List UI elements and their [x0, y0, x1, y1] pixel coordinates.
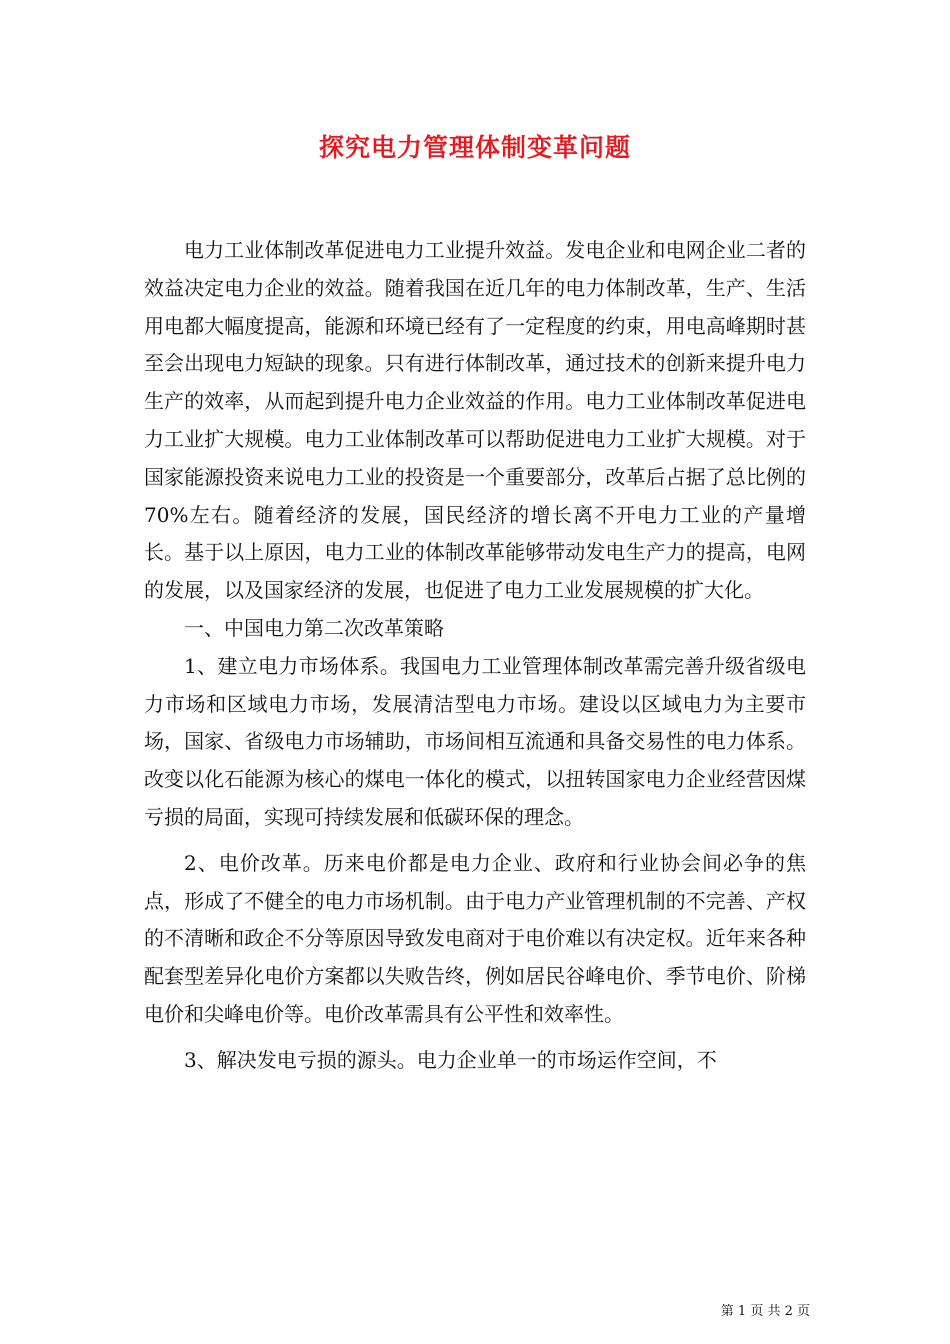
section-heading: 一、中国电力第二次改革策略: [184, 615, 444, 640]
paragraph-item-3: 3、解决发电亏损的源头。电力企业单一的市场运作空间，不: [184, 1047, 717, 1072]
paragraph-item-1: 1、建立电力市场体系。我国电力工业管理体制改革需完善升级省级电力市场和区域电力市场，发展清洁型电力市场。建设以区域电力为主要市场，国家、省级电力市场辅助，市场间相互流通和具备交易性的电力体系。改变以化石能源为核心的煤电一体化的模式，以扭转国家电力企业经营因煤亏损的局面，实现可持续发展和低碳环保的理念。: [144, 653, 806, 829]
paragraph-intro: 电力工业体制改革促进电力工业提升效益。发电企业和电网企业二者的效益决定电力企业的效益。随着我国在近几年的电力体制改革，生产、生活用电都大幅度提高，能源和环境已经有了一定程度的约束，用电高峰期时甚至会出现电力短缺的现象。只有进行体制改革，通过技术的创新来提升电力生产的效率，从而起到提升电力企业效益的作用。电力工业体制改革促进电力工业扩大规模。电力工业体制改革可以帮助促进电力工业扩大规模。对于国家能源投资来说电力工业的投资是一个重要部分，改革后占据了总比例的70%左右。随着经济的发展，国民经济的增长离不开电力工业的产量增长。基于以上原因，电力工业的体制改革能够带动发电生产力的提高，电网的发展，以及国家经济的发展，也促进了电力工业发展规模的扩大化。: [144, 238, 806, 603]
document-body: [144, 232, 806, 1080]
document-title: 探究电力管理体制变革问题: [318, 133, 631, 162]
page-number: 第 1 页 共 2 页: [720, 1304, 810, 1319]
paragraph-item-2: 2、电价改革。历来电价都是电力企业、政府和行业协会间必争的焦点，形成了不健全的电力市场机制。由于电力产业管理机制的不完善、产权的不清晰和政企不分等原因导致发电商对于电价难以有决定权。近年来各种配套型差异化电价方案都以失败告终，例如居民谷峰电价、季节电价、阶梯电价和尖峰电价等。电价改革需具有公平性和效率性。: [144, 850, 806, 1026]
